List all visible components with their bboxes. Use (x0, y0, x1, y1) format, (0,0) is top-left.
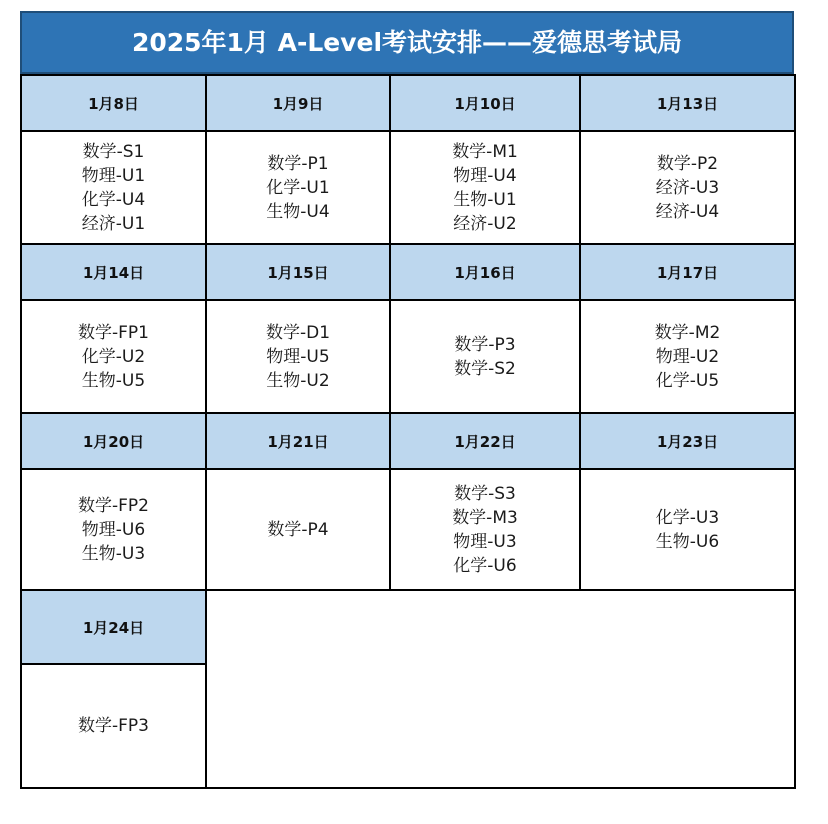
exam-cell (580, 300, 795, 413)
exam-item: 化学-U1 (266, 177, 330, 198)
exam-item: 经济-U4 (655, 201, 720, 222)
exam-cell (580, 131, 795, 244)
exam-item: 数学-S2 (454, 358, 516, 379)
exam-item: 数学-M1 (452, 141, 518, 162)
exam-item: 数学-P3 (454, 334, 516, 355)
date-row (21, 75, 795, 131)
exams-row (21, 469, 795, 590)
date-cell: 1月22日 (390, 413, 580, 469)
date-row (21, 413, 795, 469)
exam-item: 化学-U2 (81, 346, 146, 367)
exam-item: 数学-D1 (265, 322, 331, 343)
date-cell: 1月9日 (206, 75, 390, 131)
exam-item: 化学-U6 (453, 555, 517, 576)
exams-row (21, 300, 795, 413)
exam-item: 物理-U1 (81, 165, 146, 186)
exam-item: 物理-U2 (655, 346, 720, 367)
exam-item: 经济-U2 (453, 213, 517, 234)
exam-item: 数学-M3 (452, 507, 518, 528)
exam-item: 经济-U3 (655, 177, 720, 198)
exam-cell (390, 131, 580, 244)
exam-cell (21, 300, 206, 413)
exam-item: 经济-U1 (81, 213, 146, 234)
date-cell: 1月15日 (206, 244, 390, 300)
exam-item: 物理-U6 (81, 519, 146, 540)
exam-item: 数学-FP2 (78, 495, 149, 516)
exams-row (21, 131, 795, 244)
exam-item: 数学-S1 (82, 141, 145, 162)
exam-item: 化学-U4 (81, 189, 146, 210)
schedule-title: 2025年1月 A-Level考试安排——爱德思考试局 (20, 11, 794, 74)
exam-item: 生物-U5 (81, 370, 146, 391)
exam-item: 物理-U5 (266, 346, 330, 367)
exam-item: 数学-FP1 (78, 322, 149, 343)
date-row (21, 244, 795, 300)
exam-cell (206, 469, 390, 590)
exam-cell (21, 664, 206, 788)
exam-cell (21, 469, 206, 590)
exam-item: 生物-U1 (453, 189, 517, 210)
exam-item: 生物-U3 (81, 543, 146, 564)
exam-item: 生物-U2 (266, 370, 330, 391)
exam-item: 数学-P1 (267, 153, 329, 174)
exam-item: 数学-P2 (656, 153, 719, 174)
date-cell: 1月23日 (580, 413, 795, 469)
empty-area (206, 590, 795, 788)
date-cell: 1月21日 (206, 413, 390, 469)
exam-item: 化学-U5 (655, 370, 720, 391)
date-cell: 1月17日 (580, 244, 795, 300)
schedule-table (20, 74, 796, 789)
exam-cell (206, 300, 390, 413)
exam-item: 物理-U4 (453, 165, 517, 186)
exam-item: 物理-U3 (453, 531, 517, 552)
exam-item: 数学-M2 (654, 322, 721, 343)
date-cell: 1月14日 (21, 244, 206, 300)
exam-item: 生物-U4 (266, 201, 330, 222)
exam-schedule-sheet (20, 11, 794, 789)
date-row (21, 590, 795, 664)
exam-cell (21, 131, 206, 244)
exam-item: 数学-S3 (454, 483, 516, 504)
exam-cell (206, 131, 390, 244)
date-cell: 1月24日 (21, 590, 206, 664)
date-cell: 1月20日 (21, 413, 206, 469)
date-cell: 1月16日 (390, 244, 580, 300)
exam-item: 生物-U6 (655, 531, 720, 552)
exam-item: 数学-FP3 (78, 716, 149, 736)
exam-item: 化学-U3 (655, 507, 720, 528)
date-cell: 1月13日 (580, 75, 795, 131)
exam-cell (390, 300, 580, 413)
date-cell: 1月10日 (390, 75, 580, 131)
date-cell: 1月8日 (21, 75, 206, 131)
exam-item: 数学-P4 (267, 519, 329, 540)
exam-cell (580, 469, 795, 590)
exam-cell (390, 469, 580, 590)
